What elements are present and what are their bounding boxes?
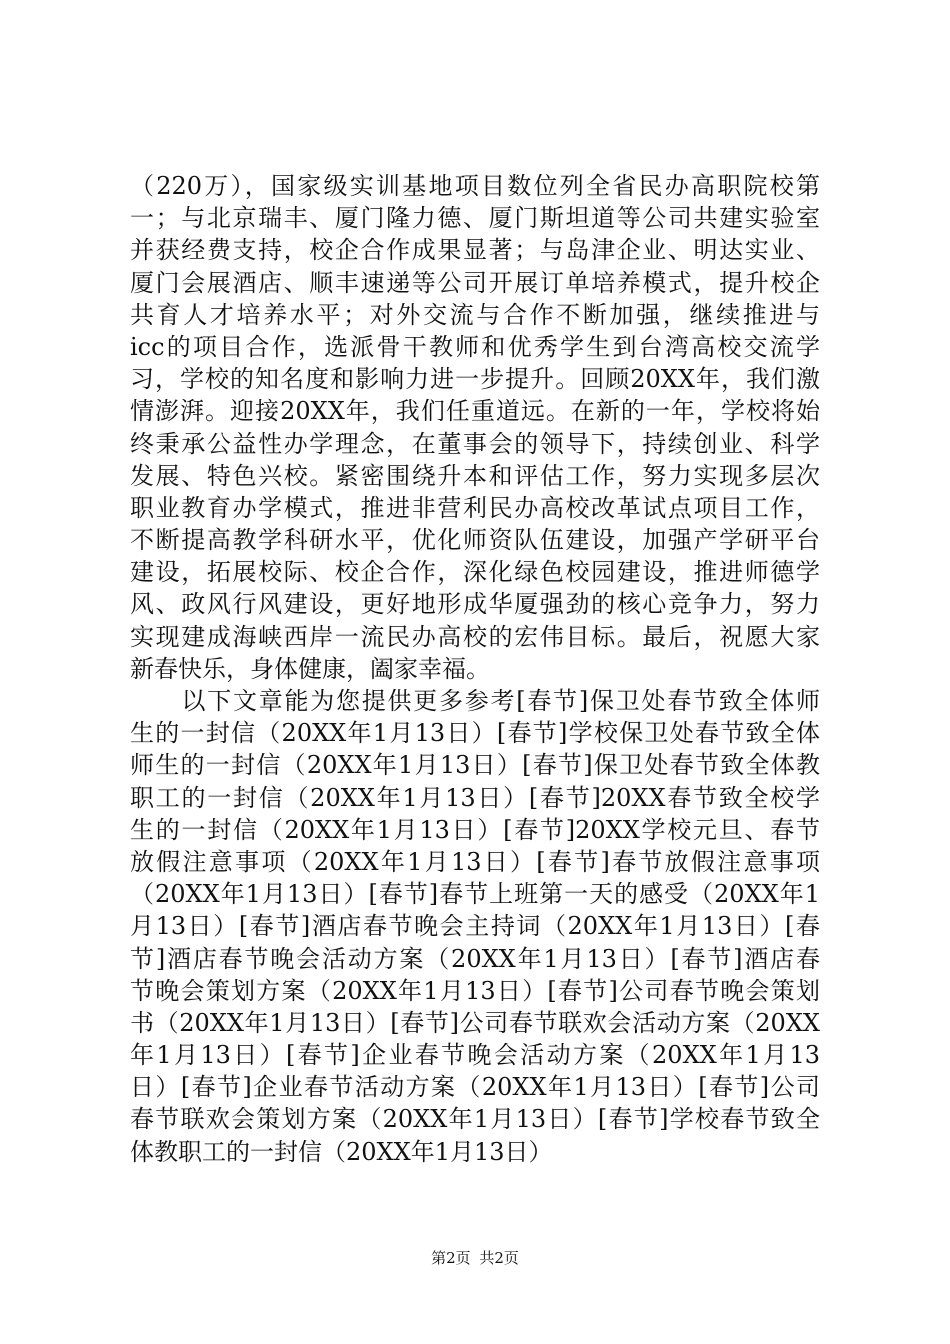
text-line: 以下文章能为您提供更多参考[春节]保卫处春节致全体师 — [130, 687, 820, 715]
text-line: 春节联欢会策划方案（20XX年1月13日）[春节]学校春节致全 — [130, 1105, 820, 1134]
text-line: 生的一封信（20XX年1月13日）[春节]学校保卫处春节致全体 — [130, 719, 820, 748]
text-line: 体教职工的一封信（20XX年1月13日） — [130, 1137, 553, 1166]
text-line: 一；与北京瑞丰、厦门隆力德、厦门斯坦道等公司共建实验室 — [130, 204, 820, 233]
text-line: 师生的一封信（20XX年1月13日）[春节]保卫处春节致全体教 — [130, 751, 820, 780]
document-body — [130, 170, 820, 1168]
text-line: （20XX年1月13日）[春节]春节上班第一天的感受（20XX年1 — [130, 880, 820, 909]
page-number-current: 第2页 — [431, 1249, 471, 1267]
text-line: icc的项目合作，选派骨干教师和优秀学生到台湾高校交流学 — [130, 332, 820, 361]
text-line: 实现建成海峡西岸一流民办高校的宏伟目标。最后，祝愿大家 — [130, 622, 820, 651]
paragraph-2 — [130, 685, 820, 1168]
text-line: 年1月13日）[春节]企业春节晚会活动方案（20XX年1月13 — [130, 1041, 820, 1070]
text-line: 日）[春节]企业春节活动方案（20XX年1月13日）[春节]公司 — [130, 1073, 820, 1102]
text-line: 终秉承公益性办学理念，在董事会的领导下，持续创业、科学 — [130, 429, 820, 458]
text-line: 习，学校的知名度和影响力进一步提升。回顾20XX年，我们激 — [130, 365, 820, 394]
text-line: 风、政风行风建设，更好地形成华厦强劲的核心竞争力，努力 — [130, 590, 820, 619]
page-number-total: 共2页 — [479, 1249, 519, 1267]
text-line: 建设，拓展校际、校企合作，深化绿色校园建设，推进师德学 — [130, 558, 820, 587]
text-line: 职工的一封信（20XX年1月13日）[春节]20XX春节致全校学 — [130, 783, 820, 812]
text-line: （220万），国家级实训基地项目数位列全省民办高职院校第 — [130, 172, 820, 200]
text-line: 新春快乐，身体健康，阖家幸福。 — [130, 654, 490, 683]
text-line: 节]酒店春节晚会活动方案（20XX年1月13日）[春节]酒店春 — [130, 944, 820, 973]
text-line: 情澎湃。迎接20XX年，我们任重道远。在新的一年，学校将始 — [130, 397, 820, 426]
text-line: 书（20XX年1月13日）[春节]公司春节联欢会活动方案（20XX — [130, 1008, 820, 1037]
page-footer — [0, 1247, 950, 1268]
paragraph-1 — [130, 170, 820, 685]
text-line: 发展、特色兴校。紧密围绕升本和评估工作，努力实现多层次 — [130, 461, 820, 490]
text-line: 放假注意事项（20XX年1月13日）[春节]春节放假注意事项 — [130, 847, 820, 876]
text-line: 职业教育办学模式，推进非营利民办高校改革试点项目工作， — [130, 493, 820, 522]
text-line: 节晚会策划方案（20XX年1月13日）[春节]公司春节晚会策划 — [130, 976, 820, 1005]
text-line: 生的一封信（20XX年1月13日）[春节]20XX学校元旦、春节 — [130, 815, 820, 844]
text-line: 厦门会展酒店、顺丰速递等公司开展订单培养模式，提升校企 — [130, 268, 820, 297]
text-line: 不断提高教学科研水平，优化师资队伍建设，加强产学研平台 — [130, 526, 820, 555]
text-line: 月13日）[春节]酒店春节晚会主持词（20XX年1月13日）[春 — [130, 912, 820, 941]
text-line: 共育人才培养水平；对外交流与合作不断加强，继续推进与 — [130, 300, 820, 329]
text-line: 并获经费支持，校企合作成果显著；与岛津企业、明达实业、 — [130, 236, 820, 265]
